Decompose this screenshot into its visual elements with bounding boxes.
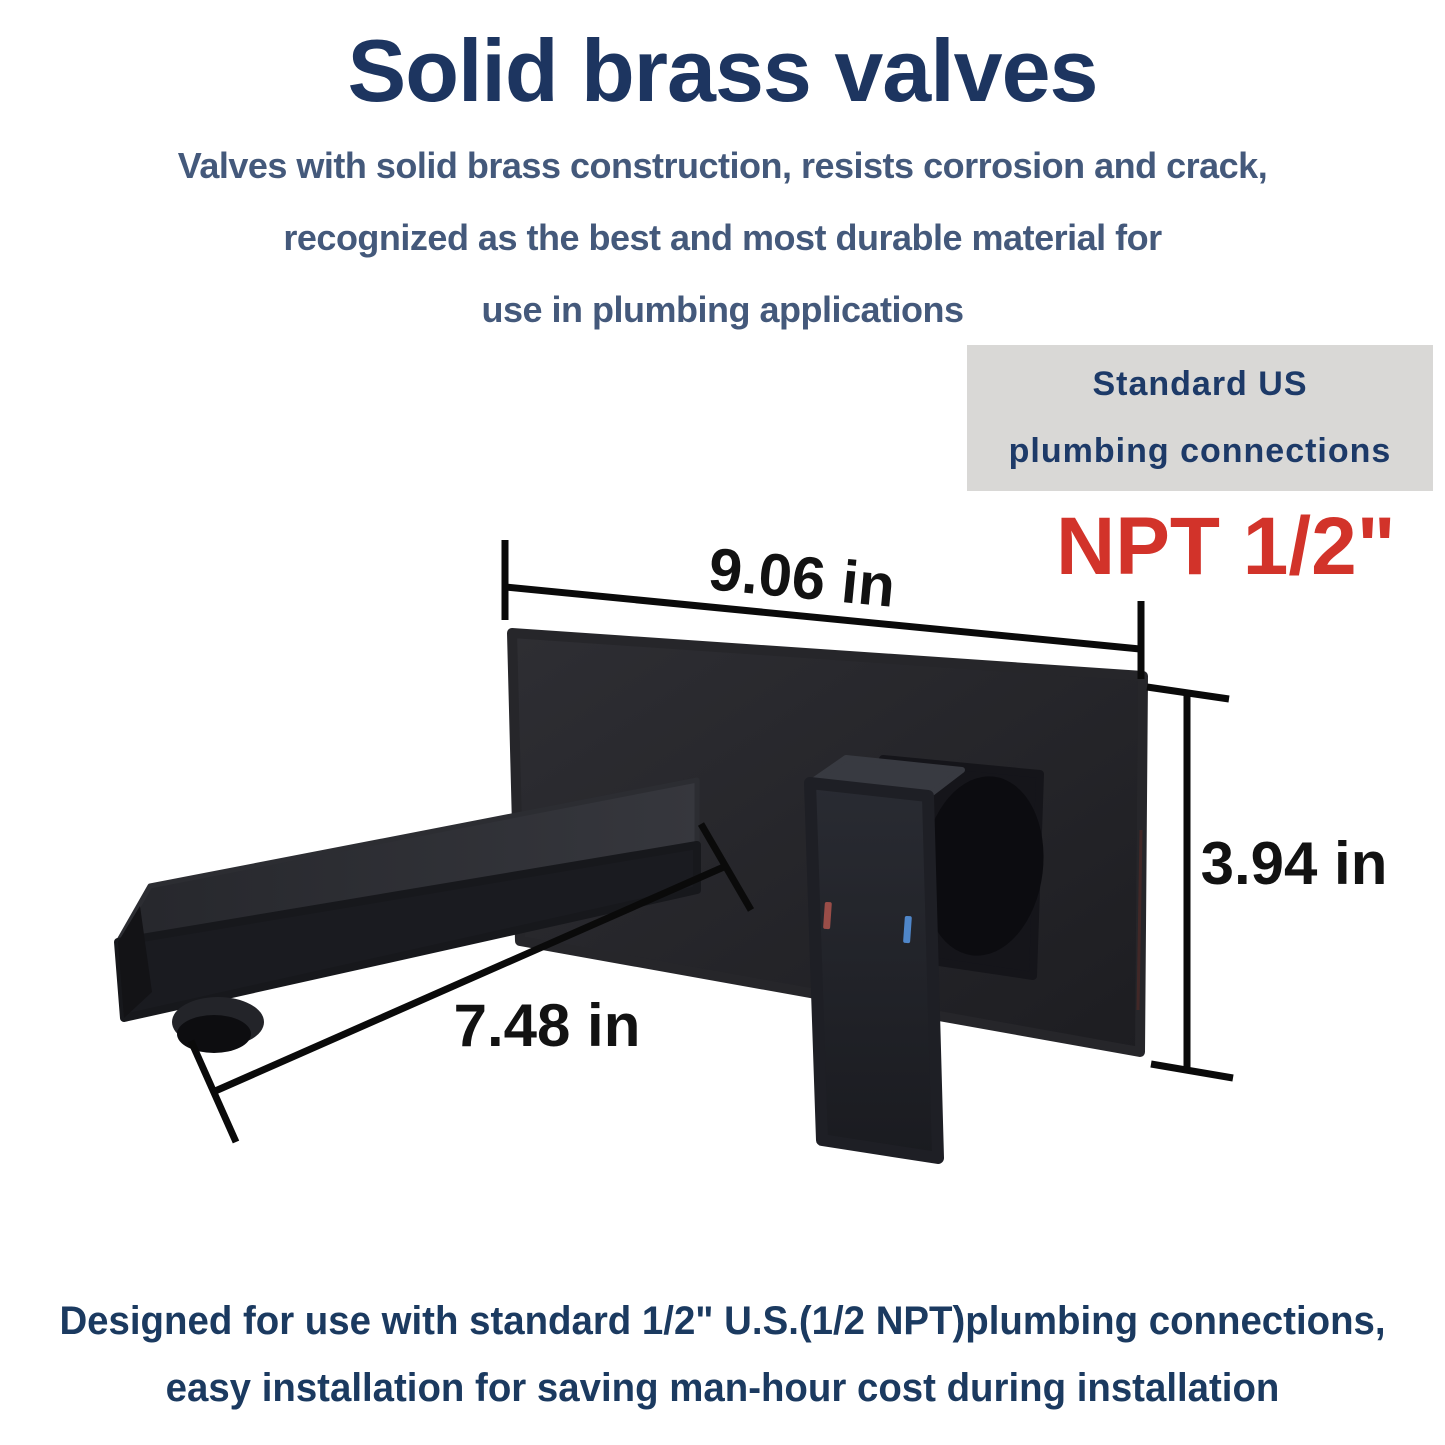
footer-line-1: Designed for use with standard 1/2" U.S.(1/2 NPT)plumbing connections, [59,1299,1386,1343]
subtitle-line-1: Valves with solid brass construction, resists corrosion and crack, [177,145,1268,186]
badge-line-1: Standard US [1092,365,1308,403]
page-title: Solid brass valves [347,21,1098,120]
height-dimension-label: 3.94 in [1200,830,1388,897]
faucet-handle [810,783,938,1158]
subtitle-line-2: recognized as the best and most durable material for [283,217,1162,258]
width-dimension-label: 9.06 in [705,535,899,620]
badge-line-2: plumbing connections [1008,432,1392,470]
npt-size-label: NPT 1/2" [1056,501,1396,592]
footer-paragraph [29,1288,1416,1422]
height-dim-bottom-tick [1151,1064,1233,1078]
spout-reach-dimension-label: 7.48 in [453,992,641,1059]
spout-aerator-outlet [177,1015,251,1053]
footer-line-2: easy installation for saving man-hour cost during installation [165,1366,1280,1410]
subtitle-line-3: use in plumbing applications [481,289,964,330]
